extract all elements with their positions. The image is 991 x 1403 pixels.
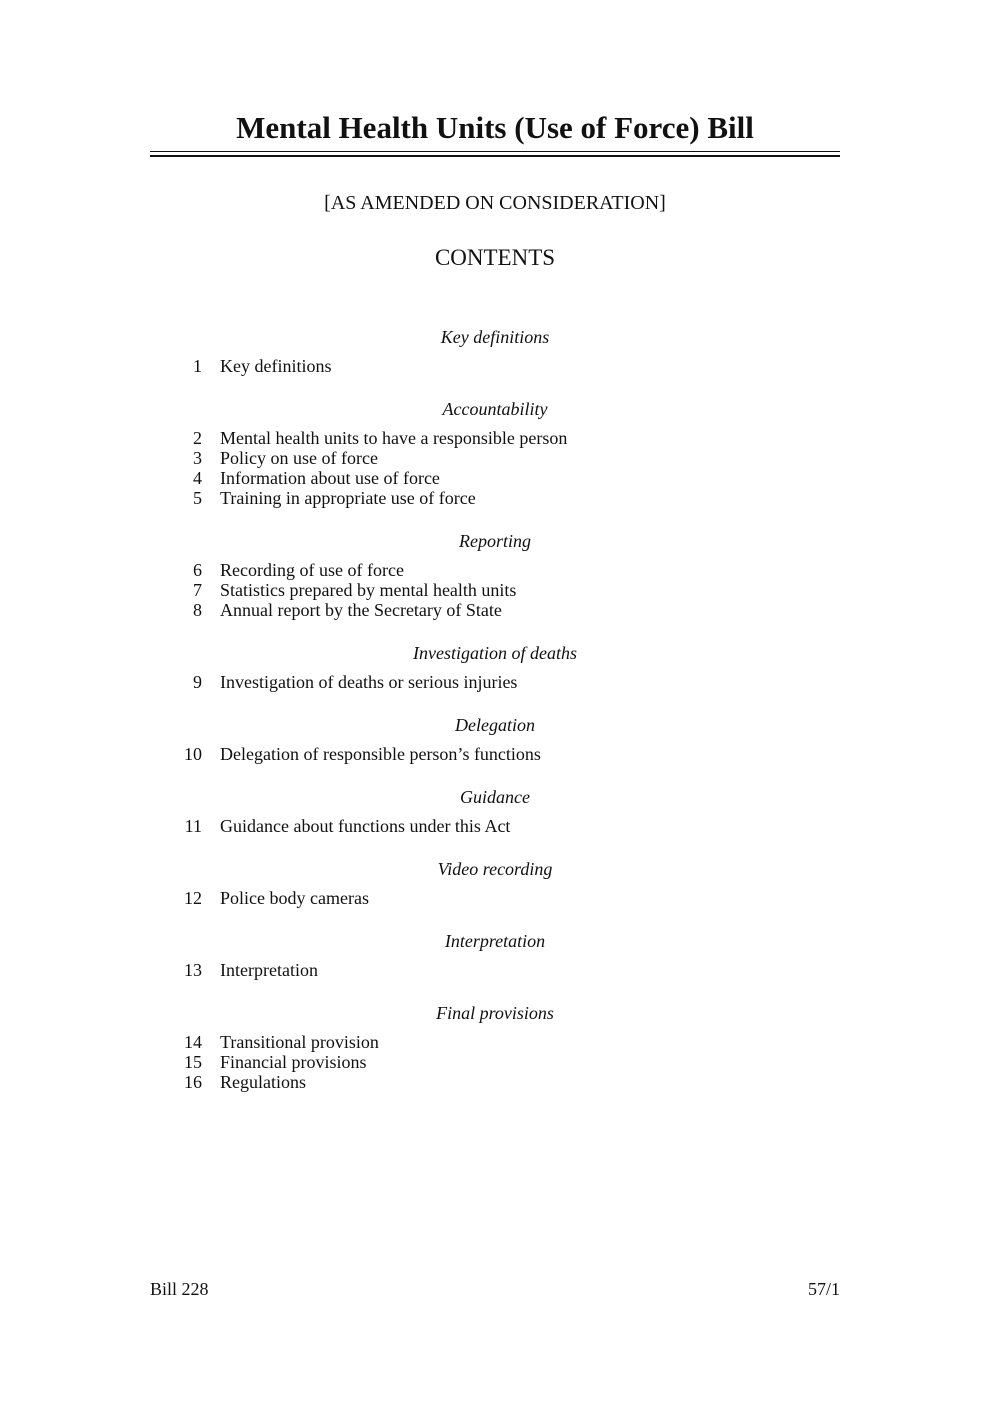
clause-number: 14 (184, 1032, 202, 1052)
toc-entry[interactable] (150, 1032, 840, 1052)
clause-number: 10 (184, 744, 202, 764)
section-heading: Interpretation (444, 931, 546, 951)
clause-title: Annual report by the Secretary of State (220, 600, 502, 620)
toc-entry[interactable] (150, 1072, 840, 1092)
clause-number: 4 (193, 468, 202, 488)
clause-title: Guidance about functions under this Act (220, 816, 511, 836)
document-title: Mental Health Units (Use of Force) Bill (236, 110, 754, 145)
toc-entry[interactable] (150, 488, 840, 508)
toc-entry[interactable] (150, 560, 840, 580)
section-heading: Investigation of deaths (413, 643, 577, 663)
clause-title: Information about use of force (220, 468, 440, 488)
clause-title: Regulations (220, 1072, 306, 1092)
session-reference: 57/1 (807, 1279, 840, 1299)
clause-number: 2 (193, 428, 202, 448)
clause-title: Investigation of deaths or serious injuries (220, 672, 518, 692)
title-rule-thin (150, 151, 840, 152)
section-heading: Accountability (442, 399, 548, 419)
toc-section (150, 530, 840, 620)
toc-entry[interactable] (150, 600, 840, 620)
clause-title: Statistics prepared by mental health units (220, 580, 517, 600)
toc-section (150, 1002, 840, 1092)
clause-number: 1 (193, 356, 202, 376)
contents-heading: CONTENTS (434, 245, 556, 270)
toc-section (150, 642, 840, 692)
toc-section (150, 714, 840, 764)
clause-number: 11 (184, 816, 202, 836)
toc-entry[interactable] (150, 744, 840, 764)
clause-title: Delegation of responsible person’s functions (220, 744, 541, 764)
clause-number: 8 (193, 600, 202, 620)
section-heading: Guidance (460, 787, 530, 807)
clause-title: Key definitions (220, 356, 332, 376)
amendment-status: [AS AMENDED ON CONSIDERATION] (324, 192, 666, 214)
clause-title: Financial provisions (220, 1052, 367, 1072)
clause-number: 3 (193, 448, 202, 468)
toc-section (150, 326, 840, 376)
toc-section (150, 858, 840, 908)
clause-number: 15 (184, 1052, 202, 1072)
toc-entry[interactable] (150, 960, 840, 980)
section-heading: Reporting (459, 531, 531, 551)
clause-title: Mental health units to have a responsible person (220, 428, 568, 448)
clause-title: Transitional provision (220, 1032, 379, 1052)
bill-number: Bill 228 (150, 1279, 209, 1299)
toc-section (150, 786, 840, 836)
toc-entry[interactable] (150, 672, 840, 692)
section-heading: Final provisions (436, 1003, 554, 1023)
clause-number: 5 (193, 488, 202, 508)
toc-entry[interactable] (150, 816, 840, 836)
clause-number: 6 (193, 560, 202, 580)
toc-section (150, 398, 840, 508)
clause-title: Policy on use of force (220, 448, 378, 468)
toc-entry[interactable] (150, 888, 840, 908)
clause-number: 13 (184, 960, 202, 980)
toc-entry[interactable] (150, 580, 840, 600)
clause-title: Recording of use of force (220, 560, 404, 580)
toc-entry[interactable] (150, 428, 840, 448)
table-of-contents (150, 326, 840, 1114)
toc-entry[interactable] (150, 356, 840, 376)
clause-title: Training in appropriate use of force (220, 488, 476, 508)
toc-entry[interactable] (150, 468, 840, 488)
clause-number: 7 (193, 580, 202, 600)
clause-title: Police body cameras (220, 888, 369, 908)
toc-section (150, 930, 840, 980)
section-heading: Key definitions (440, 327, 550, 347)
clause-number: 16 (184, 1072, 202, 1092)
clause-title: Interpretation (220, 960, 318, 980)
title-rule-thick (150, 155, 840, 157)
clause-number: 12 (184, 888, 202, 908)
toc-entry[interactable] (150, 1052, 840, 1072)
clause-number: 9 (193, 672, 202, 692)
toc-entry[interactable] (150, 448, 840, 468)
section-heading: Video recording (437, 859, 553, 879)
section-heading: Delegation (455, 715, 535, 735)
